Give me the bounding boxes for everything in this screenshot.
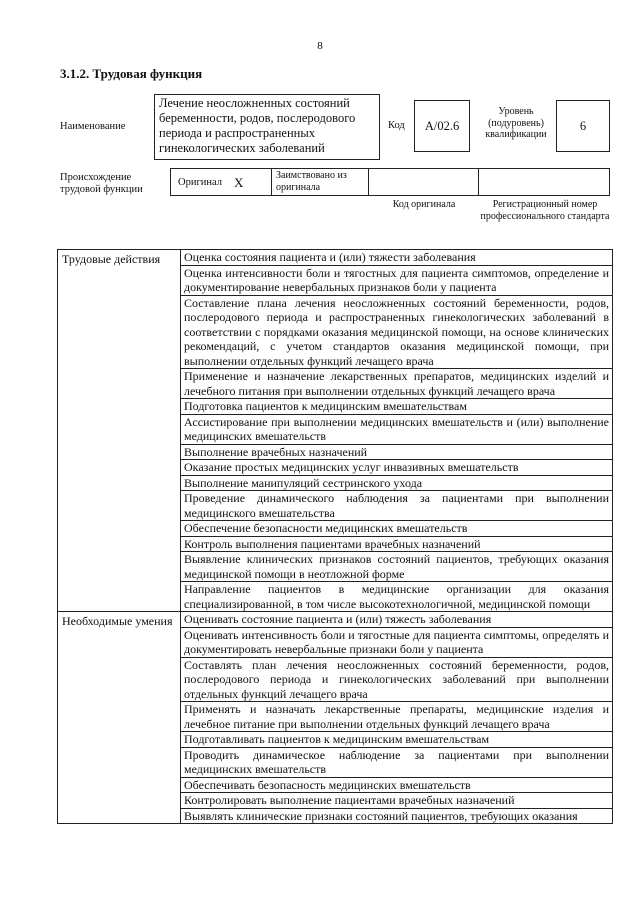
origin-divider-3: [478, 168, 479, 196]
item-cell: Выполнение манипуляций сестринского ухода: [181, 475, 613, 491]
page-number: 8: [317, 40, 323, 52]
registration-number-caption: Регистрационный номер профессионального стандарта: [480, 199, 610, 222]
origin-divider-1: [271, 168, 272, 196]
item-cell: Применение и назначение лекарственных препаратов, медицинских изделий и лечебного питания при выполнении отдельных функций лечащего врача: [181, 369, 613, 399]
name-value: Лечение неосложненных состояний беременности, родов, послеродового периода и распространенных гинекологических заболеваний: [159, 96, 356, 155]
labor-function-table: [57, 249, 613, 824]
code-original-caption: Код оригинала: [392, 199, 456, 210]
level-value: 6: [579, 118, 587, 133]
section-title: 3.1.2. Трудовая функция: [60, 66, 203, 81]
table-row: [58, 612, 613, 628]
item-cell: Ассистирование при выполнении медицинских вмешательств и (или) выполнение медицинских вмешательств: [181, 414, 613, 444]
item-cell: Выявление клинических признаков состояний пациентов, требующих оказания медицинской помощи в неотложной форме: [181, 552, 613, 582]
original-mark: X: [234, 175, 244, 190]
item-cell: Обеспечивать безопасность медицинских вмешательств: [181, 777, 613, 793]
name-label: Наименование: [60, 121, 126, 132]
item-cell: Составлять план лечения неосложненных состояний беременности, родов, послеродового периода и гинекологических заболеваний при выполнении отдельных функций лечащего врача: [181, 657, 613, 702]
item-cell: Проведение динамического наблюдения за пациентами при выполнении медицинского вмешательства: [181, 491, 613, 521]
item-cell: Оценка интенсивности боли и тягостных для пациента симптомов, определение и документирование невербальных признаков боли у пациента: [181, 265, 613, 295]
item-cell: Оценка состояния пациента и (или) тяжести заболевания: [181, 250, 613, 266]
item-cell: Оценивать состояние пациента и (или) тяжесть заболевания: [181, 612, 613, 628]
item-cell: Составление плана лечения неосложненных состояний беременности, родов, послеродового периода и распространенных гинекологических заболеваний в соответствии с порядками оказания медицинской помощи, на основе клинических рекомендаций, с учетом стандартов оказания медицинской помощи, при выполнении отдельных функций лечащего врача: [181, 295, 613, 369]
level-label: Уровень (подуровень) квалификации: [485, 106, 547, 140]
level-value-box: [556, 100, 610, 152]
category-cell: Трудовые действия: [58, 250, 181, 612]
item-cell: Оценивать интенсивность боли и тягостные для пациента симптомы, определять и документировать невербальные признаки боли у пациента: [181, 627, 613, 657]
item-cell: Подготовка пациентов к медицинским вмешательствам: [181, 399, 613, 415]
item-cell: Контроль выполнения пациентами врачебных назначений: [181, 536, 613, 552]
name-value-box: [154, 94, 380, 160]
item-cell: Направление пациентов в медицинские организации для оказания специализированной, в том числе высокотехнологичной, медицинской помощи: [181, 582, 613, 612]
item-cell: Подготавливать пациентов к медицинским вмешательствам: [181, 732, 613, 748]
original-label: Оригинал: [178, 177, 222, 188]
item-cell: Выполнение врачебных назначений: [181, 444, 613, 460]
code-value-box: [414, 100, 470, 152]
origin-divider-2: [368, 168, 369, 196]
borrowed-label: Заимствовано из оригинала: [276, 170, 347, 193]
table-row: [58, 250, 613, 266]
item-cell: Выявлять клинические признаки состояний пациентов, требующих оказания: [181, 808, 613, 824]
item-cell: Оказание простых медицинских услуг инвазивных вмешательств: [181, 460, 613, 476]
origin-label: Происхождение трудовой функции: [60, 172, 143, 195]
item-cell: Обеспечение безопасности медицинских вмешательств: [181, 521, 613, 537]
category-cell: Необходимые умения: [58, 612, 181, 824]
code-label: Код: [388, 120, 405, 131]
item-cell: Контролировать выполнение пациентами врачебных назначений: [181, 793, 613, 809]
item-cell: Применять и назначать лекарственные препараты, медицинские изделия и лечебное питание при выполнении отдельных функций лечащего врача: [181, 702, 613, 732]
code-value: А/02.6: [424, 118, 460, 133]
item-cell: Проводить динамическое наблюдение за пациентами при выполнении медицинских вмешательств: [181, 747, 613, 777]
